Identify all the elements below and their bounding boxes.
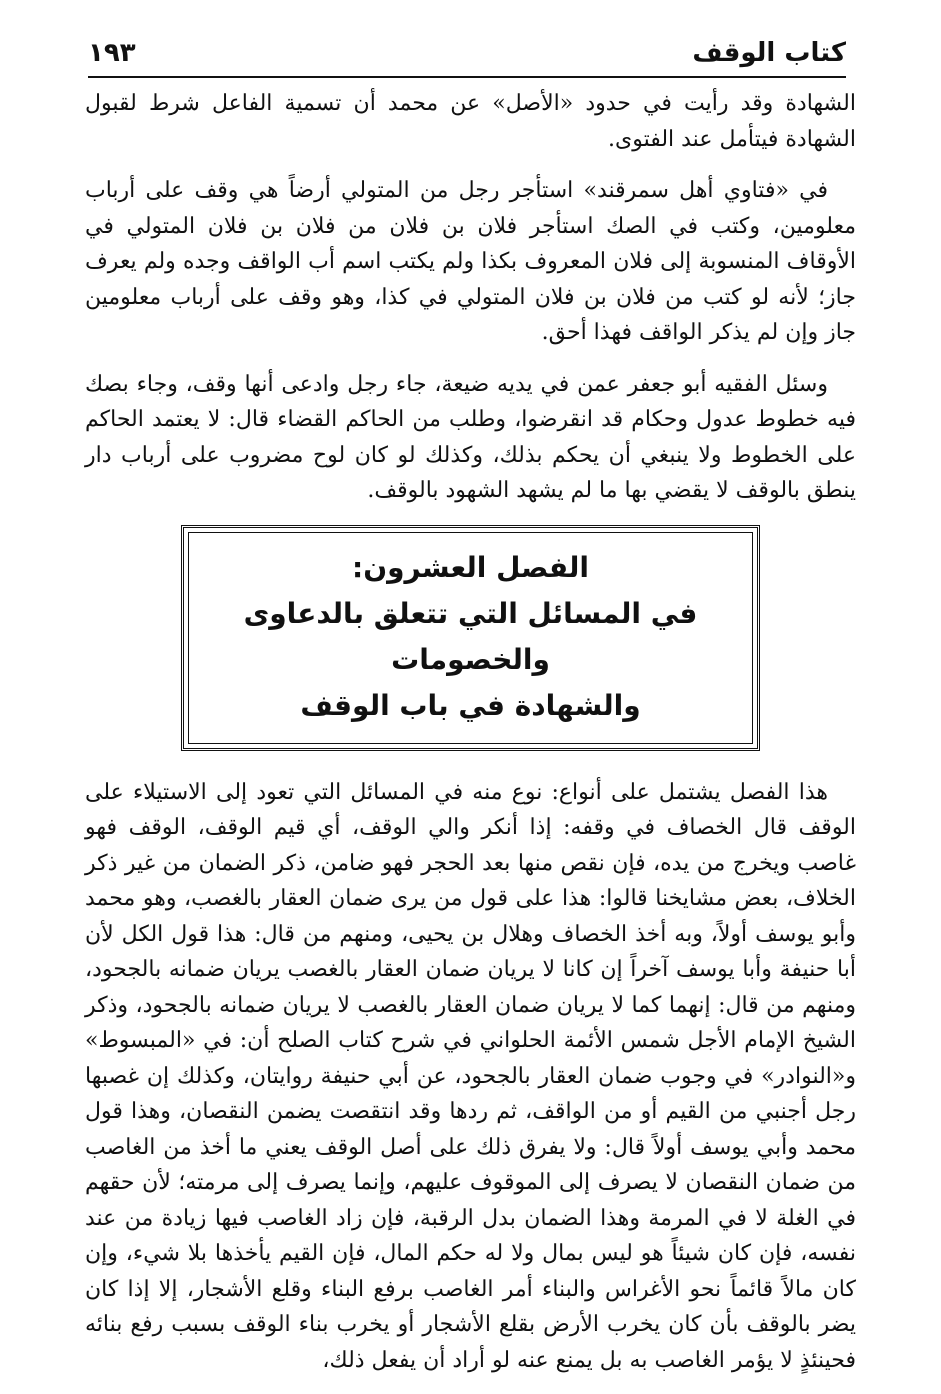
chapter-heading <box>188 532 753 744</box>
paragraph: في «فتاوي أهل سمرقند» استأجر رجل من المتولي أرضاً هي وقف على أرباب معلومين، وكتب في الصك استأجر فلان بن فلان من فلان بن فلان المتولي في الأوقاف المنسوبة إلى فلان المعروف بكذا ولم يكتب اسم أب الواقف وجده ولم يعرف جاز؛ لأنه لو كتب من فلان بن فلان المتولي في كذا، وهو وقف على أرباب معلومين جاز وإن لم يذكر الواقف فهذا أحق. <box>85 178 856 345</box>
page-header <box>88 36 846 78</box>
main-text <box>85 86 856 1394</box>
running-title: كتاب الوقف <box>692 38 846 68</box>
chapter-heading-box <box>181 525 760 751</box>
chapter-title-line: والشهادة في باب الوقف <box>300 688 641 722</box>
chapter-number: الفصل العشرون: <box>352 550 589 584</box>
paragraph: هذا الفصل يشتمل على أنواع: نوع منه في المسائل التي تعود إلى الاستيلاء على الوقف قال الخصاف في وقفه: إذا أنكر والي الوقف، أي قيم الوقف، الوقف فهو غاصب ويخرج من يده، فإن نقص منها بعد الحجر فهو ضامن، ذكر الضمان من غير ذكر الخلاف، بعض مشايخنا قالوا: هذا على قول من يرى ضمان العقار بالغصب، وهو محمد وأبو يوسف أولاً، وبه أخذ الخصاف وهلال بن يحيى، ومنهم من قال: هذا قول الكل لأن أبا حنيفة وأبا يوسف آخراً إن كانا لا يريان ضمان العقار بالغصب يريان ضمانه بالجحود، ومنهم من قال: إنهما كما لا يريان ضمان العقار بالغصب لا يريان ضمانه بالجحود، وذكر الشيخ الإمام الأجل شمس الأئمة الحلواني في شرح كتاب الصلح أن: في «المبسوط» و«النوادر» في وجوب ضمان العقار بالجحود، عن أبي حنيفة روايتان، وكذلك إن غصبها رجل أجنبي من القيم أو من الواقف، ثم ردها وقد انتقصت يضمن النقصان، وهذا قول محمد وأبي يوسف أولاً قال: ولا يفرق ذلك على أصل الوقف يعني ما أخذ من الغاصب من ضمان النقصان لا يصرف إلى الموقوف عليهم، وإنما يصرف إلى مرمته؛ لأن حقهم في الغلة لا في المرمة وهذا الضمان بدل الرقبة، فإن زاد الغاصب فيها زيادة من عند نفسه، فإن كان شيئاً هو ليس بمال ولا له حكم المال، فإن القيم يأخذها بلا شيء، وإن كان مالاً قائماً نحو الأغراس والبناء أمر الغاصب برفع البناء وقلع الأشجار، إلا إذا كان يضر بالوقف بأن كان يخرب الأرض بقلع الأشجار أو يخرب بناء الوقف بسبب رفع بنائه فحينئذٍ لا يؤمر الغاصب به بل يمنع عنه لو أراد أن يفعل ذلك، <box>85 779 856 1373</box>
paragraph: وسئل الفقيه أبو جعفر عمن في يديه ضيعة، جاء رجل وادعى أنها وقف، وجاء بصك فيه خطوط عدول وحكام قد انقرضوا، وطلب من الحاكم القضاء قال: لا يعتمد الحاكم على الخطوط ولا ينبغي أن يحكم بذلك، وكذلك لو كان لوح مضروب على أرباب دار ينطق بالوقف لا يقضي بها ما لم يشهد الشهود بالوقف. <box>85 371 857 503</box>
page-number: ١٩٣ <box>88 38 136 68</box>
paragraph: الشهادة وقد رأيت في حدود «الأصل» عن محمد أن تسمية الفاعل شرط لقبول الشهادة فيتأمل عند الفتوى. <box>85 91 856 152</box>
chapter-title-line: في المسائل التي تتعلق بالدعاوى والخصومات <box>243 596 698 676</box>
